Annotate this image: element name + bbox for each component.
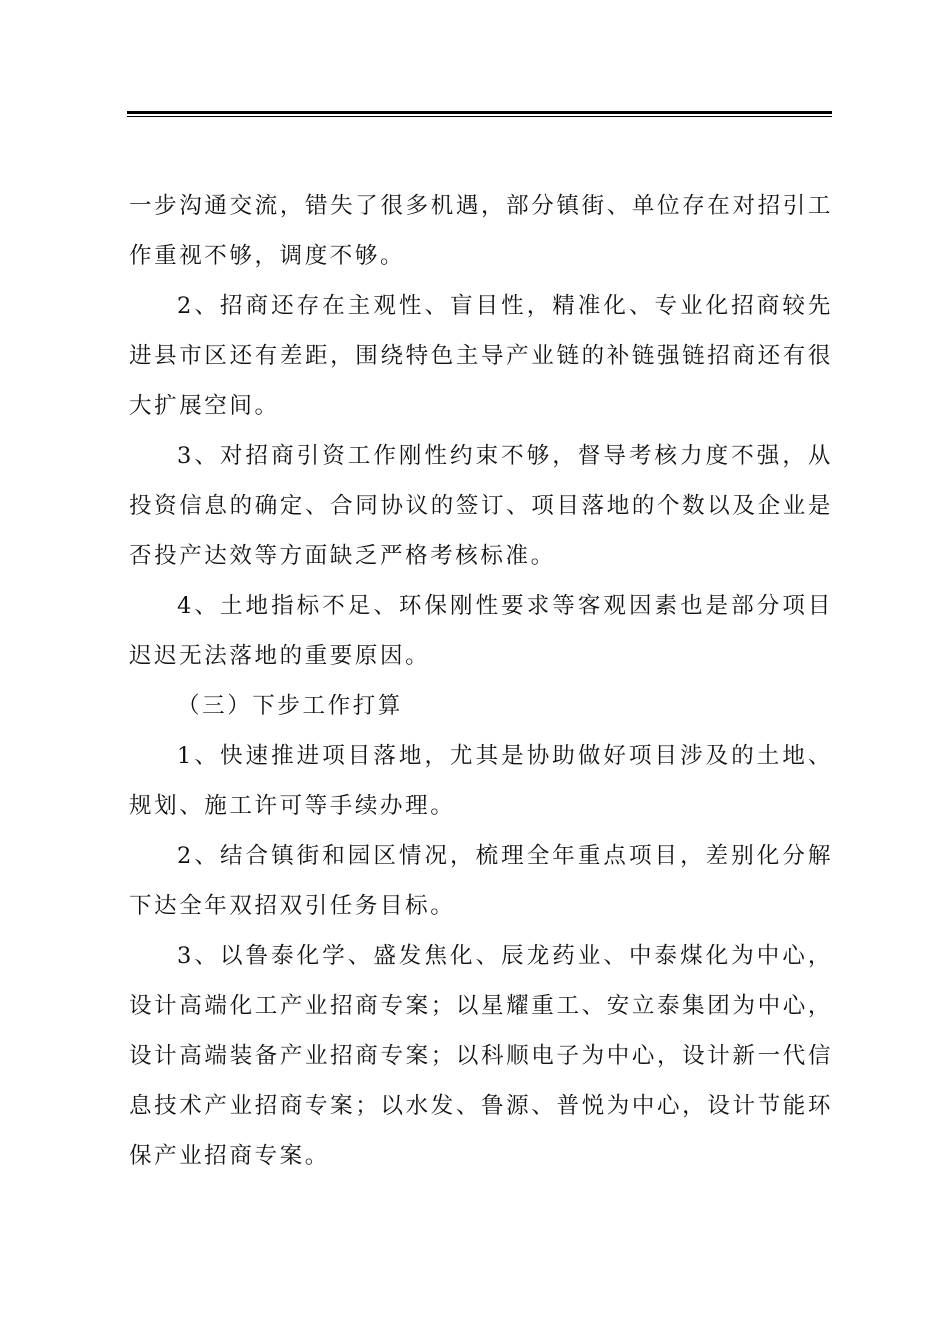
header-rule-thin xyxy=(127,116,832,117)
paragraph-item-4: 4、土地指标不足、环保刚性要求等客观因素也是部分项目迟迟无法落地的重要原因。 xyxy=(129,593,833,669)
paragraph-item-2: 2、招商还存在主观性、盲目性，精准化、专业化招商较先进县市区还有差距，围绕特色主导产业链的补链强链招商还有很大扩展空间。 xyxy=(129,293,833,419)
paragraph-continuation: 一步沟通交流，错失了很多机遇，部分镇街、单位存在对招引工作重视不够，调度不够。 xyxy=(129,193,833,269)
document-body xyxy=(129,181,833,1181)
section-heading: （三）下步工作打算 xyxy=(177,693,403,719)
plan-item-1: 1、快速推进项目落地，尤其是协助做好项目涉及的土地、规划、施工许可等手续办理。 xyxy=(129,743,833,819)
paragraph-item-3: 3、对招商引资工作刚性约束不够，督导考核力度不强，从投资信息的确定、合同协议的签订、项目落地的个数以及企业是否投产达效等方面缺乏严格考核标准。 xyxy=(129,443,833,569)
header-double-rule xyxy=(127,111,832,117)
plan-item-3: 3、以鲁泰化学、盛发焦化、辰龙药业、中泰煤化为中心，设计高端化工产业招商专案；以星耀重工、安立泰集团为中心，设计高端装备产业招商专案；以科顺电子为中心，设计新一代信息技术产业招商专案；以水发、鲁源、普悦为中心，设计节能环保产业招商专案。 xyxy=(129,943,833,1169)
plan-item-2: 2、结合镇街和园区情况，梳理全年重点项目，差别化分解下达全年双招双引任务目标。 xyxy=(129,843,833,919)
